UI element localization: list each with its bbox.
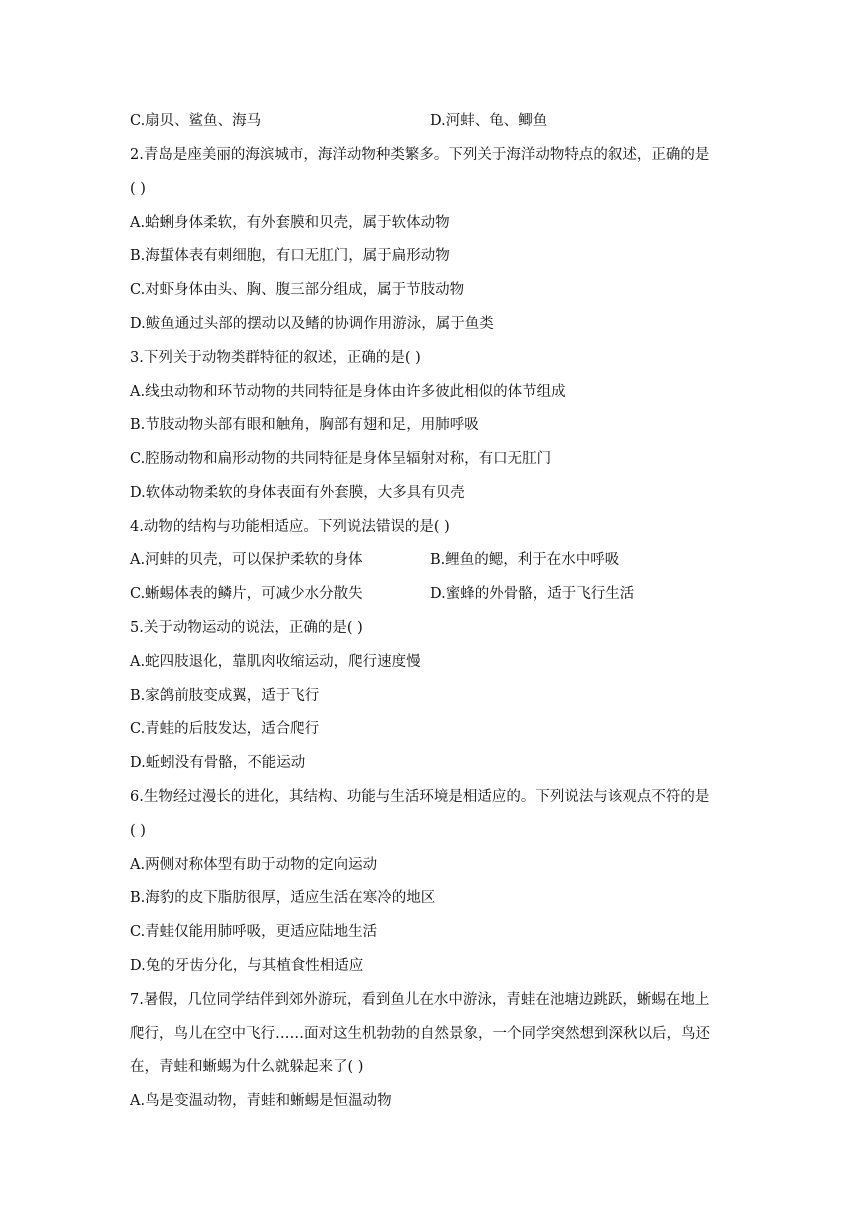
q5-option-c: C.青蛙的后肢发达，适合爬行 — [130, 721, 320, 737]
q5-stem: 5.关于动物运动的说法，正确的是( ) — [130, 620, 363, 636]
q3-option-b: B.节肢动物头部有眼和触角，胸部有翅和足，用肺呼吸 — [130, 417, 479, 433]
q6-option-d: D.兔的牙齿分化，与其植食性相适应 — [130, 958, 364, 974]
q6-option-c: C.青蛙仅能用肺呼吸，更适应陆地生活 — [130, 924, 378, 940]
q5-option-a: A.蛇四肢退化，靠肌肉收缩运动，爬行速度慢 — [130, 654, 421, 670]
q5-option-d: D.蚯蚓没有骨骼，不能运动 — [130, 755, 306, 771]
q5-option-b: B.家鸽前肢变成翼，适于飞行 — [130, 688, 320, 704]
q6-answer-blank: ( ) — [130, 823, 146, 839]
q7-option-a: A.鸟是变温动物，青蛙和蜥蜴是恒温动物 — [130, 1093, 392, 1109]
q6-option-b: B.海豹的皮下脂肪很厚，适应生活在寒冷的地区 — [130, 890, 436, 906]
q4-option-d: D.蜜蜂的外骨骼，适于飞行生活 — [430, 586, 635, 602]
q2-stem-line1: 2.青岛是座美丽的海滨城市，海洋动物种类繁多。下列关于海洋动物特点的叙述，正确的是 — [130, 147, 710, 163]
q2-option-c: C.对虾身体由头、胸、腹三部分组成，属于节肢动物 — [130, 282, 465, 298]
q4-option-b: B.鲤鱼的鳃，利于在水中呼吸 — [430, 552, 620, 568]
q7-stem-line3: 在，青蛙和蜥蜴为什么就躲起来了( ) — [130, 1059, 364, 1075]
q3-option-a: A.线虫动物和环节动物的共同特征是身体由许多彼此相似的体节组成 — [130, 384, 566, 400]
q1-option-d: D.河蚌、龟、鲫鱼 — [430, 113, 548, 129]
q4-option-a: A.河蚌的贝壳，可以保护柔软的身体 — [130, 552, 363, 568]
q7-stem-line1: 7.暑假，几位同学结伴到郊外游玩，看到鱼儿在水中游泳，青蛙在池塘边跳跃，蜥蜴在地上 — [130, 992, 710, 1008]
q1-option-c: C.扇贝、鲨鱼、海马 — [130, 113, 262, 129]
q3-stem: 3.下列关于动物类群特征的叙述，正确的是( ) — [130, 350, 421, 366]
q2-option-a: A.蛤蜊身体柔软，有外套膜和贝壳，属于软体动物 — [130, 215, 450, 231]
q2-option-b: B.海蜇体表有刺细胞，有口无肛门，属于扁形动物 — [130, 248, 450, 264]
q7-stem-line2: 爬行，鸟儿在空中飞行……面对这生机勃勃的自然景象，一个同学突然想到深秋以后，鸟还 — [130, 1026, 710, 1042]
q3-option-c: C.腔肠动物和扁形动物的共同特征是身体呈辐射对称，有口无肛门 — [130, 451, 552, 467]
q6-option-a: A.两侧对称体型有助于动物的定向运动 — [130, 857, 378, 873]
q4-option-c: C.蜥蜴体表的鳞片，可减少水分散失 — [130, 586, 363, 602]
q2-answer-blank: ( ) — [130, 181, 146, 197]
q3-option-d: D.软体动物柔软的身体表面有外套膜，大多具有贝壳 — [130, 485, 465, 501]
q6-stem-line1: 6.生物经过漫长的进化，其结构、功能与生活环境是相适应的。下列说法与该观点不符的是 — [130, 789, 710, 805]
q4-stem: 4.动物的结构与功能相适应。下列说法错误的是( ) — [130, 519, 450, 535]
q2-option-d: D.鲅鱼通过头部的摆动以及鳍的协调作用游泳，属于鱼类 — [130, 316, 494, 332]
